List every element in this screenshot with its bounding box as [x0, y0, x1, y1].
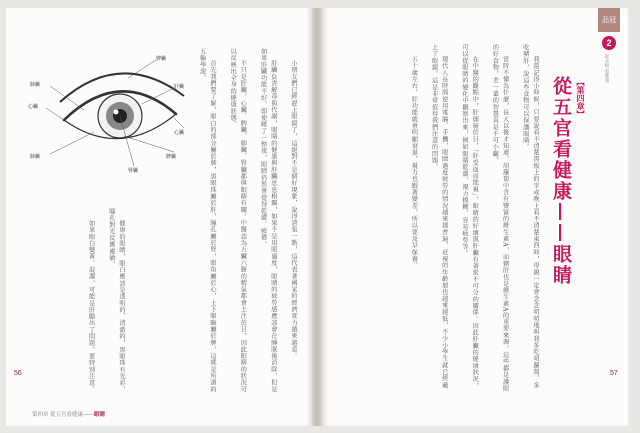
eye-label-lung-left: 肺臟: [30, 82, 41, 88]
book-gutter: [312, 8, 322, 426]
eye-label-lung-bottom: 肺臟: [30, 154, 41, 160]
eye-diagram: [24, 48, 196, 176]
left-footer: [32, 410, 105, 418]
page-title: 從五官看健康——眼睛: [550, 76, 572, 286]
eye-label-heart-left: 心臟: [28, 104, 39, 110]
eye-label-heart-right: 心臟: [174, 130, 185, 136]
left-lower-paragraph-2: 如果眼白變黃、混濁，可能是肝膽出了問題，要特別注意。: [87, 220, 95, 394]
eye-label-spleen-bottom: 脾臟: [166, 154, 177, 160]
right-paragraph-2: 當時不懂為什麼，長大以後才知道，胡蘿蔔中含有豐富的維生素A，而豬肝也是維生素A的重要來源，這些都是護眼的好食物，老一輩的智慧真是不可小覷。: [491, 44, 509, 393]
right-paragraph-3: 在中醫的觀點中，肝開竅於目，「肝受血而能視」，眼睛的好壞與肝臟有著密不可分的關係。因此肝臟的健康狀況，可以從眼睛的變化中觀察出來，例如眼睛乾澀、視力模糊、容易疲勞等。: [460, 44, 479, 390]
chapter-number-badge: 2: [602, 36, 616, 50]
right-page: [322, 8, 628, 426]
right-paragraph-5: 五十歲左右，肝功能就會明顯衰退，視力也跟著變差，所以要及早保養。: [410, 56, 418, 270]
eye-label-kidney: 腎臟: [128, 168, 139, 174]
left-paragraph-4: 首先我們要了解，眼白的部分屬於肺，黑眼珠屬於肝，瞳孔屬於腎，眼角屬於心，上下眼瞼屬於脾，這就是所謂的五輪學說。: [198, 48, 216, 393]
left-lower-paragraph-1: 健康的眼睛，眼白應該是透明的、清澈的，黑眼珠有光彩，瞳孔對光反應靈敏。: [107, 208, 125, 394]
footer-highlight: 眼睛: [94, 412, 106, 418]
chapter-tag: 【第四章】: [576, 78, 586, 118]
eye-label-liver: 肝臟: [174, 84, 185, 90]
left-paragraph-1: 小朋友們已經趕上眼鏡了，這絕對不是個好現象，說得誇張一點，這代表著國家的經濟實力越來越差。: [290, 60, 297, 360]
left-body-text-lower: [28, 208, 126, 398]
left-paragraph-2: 肝臟負責解毒與代謝，眼睛的健康與肝臟息息相關，如果不是用眼過度，眼睛的疲勞感應該會在睡眠後消除，但是如果肝臟功能不好，即使睡了一整夜，眼睛仍然會覺得乾澀、疲倦。: [259, 48, 277, 393]
right-paragraph-4: 現代人長時間使用電腦、手機，眼睛過度疲勞的情況越來越普遍，近視的年齡層也越來越低，不少小學生就已經戴上了眼鏡，這是非常值得我們注意的問題。: [430, 44, 448, 389]
footer-chapter: 第四章 從五官看健康——: [32, 412, 95, 418]
left-page-number: 56: [14, 370, 22, 377]
right-page-number: 57: [610, 370, 618, 377]
left-page: [6, 8, 312, 426]
eye-label-spleen-top: 脾臟: [156, 56, 167, 62]
right-body-text: [334, 44, 540, 394]
left-paragraph-3: 不只是肝臟，心臟、脾臟、肺臟、腎臟都與眼睛有關，中醫認為五臟六腑的精氣都會上注於目，因此眼睛的狀況可以反映出全身的健康狀態。: [229, 48, 247, 393]
right-paragraph-1: 我還記得小時候，只要說看不清楚黑板上的字或晚上看不清楚東西時，母親一定會念念叨叨地叫我多吃胡蘿蔔、多吃豬肝，說這些食物可以保護眼睛。: [521, 44, 539, 389]
publisher-logo: 品冠: [598, 8, 620, 32]
chapter-label: 從食物看健康: [605, 54, 610, 83]
